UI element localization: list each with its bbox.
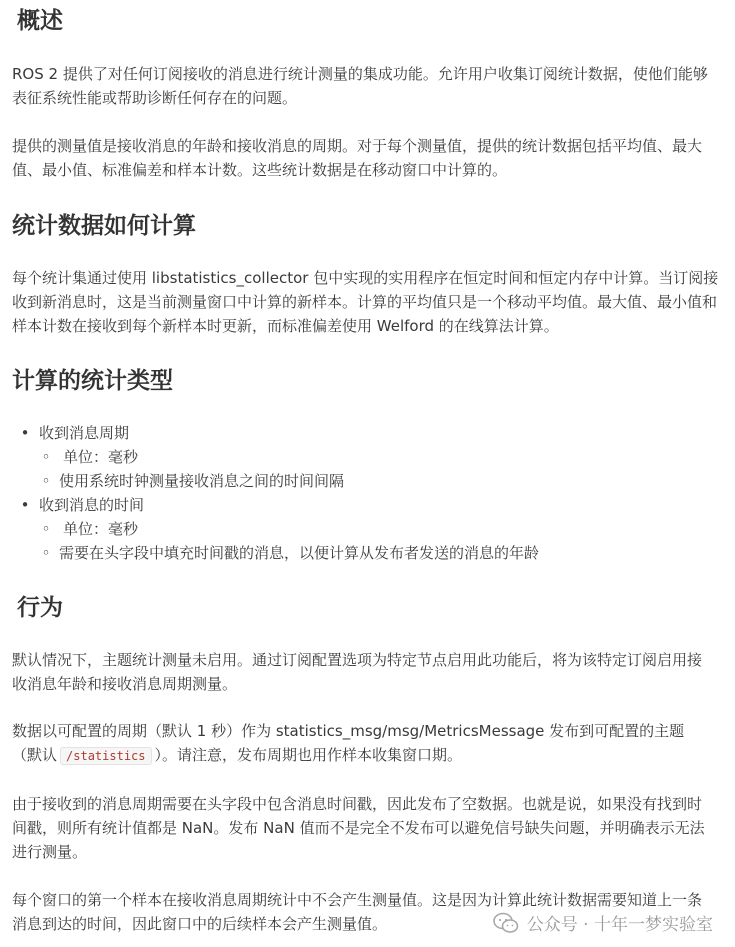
sub-bullet: ◦ (41, 544, 51, 562)
sub-list-item (39, 469, 712, 493)
heading-stat-types: 计算的统计类型 (12, 368, 173, 394)
how-paragraph-1: 每个统计集通过使用 libstatistics_collector 包中实现的实用程序在恒定时间和恒定内存中计算。当订阅接收到新消息时，这是当前测量窗口中计算的新样本。计算的平均值只是一个移动平均值。最大值、最小值和样本计数在接收到每个新样本时更新，而标准偏差使用 Welford 的在线算法计算。 (12, 269, 719, 335)
heading-behavior: 行为 (17, 595, 63, 621)
list-item-label: 收到消息周期 (39, 424, 130, 442)
stat-types-list (12, 421, 712, 565)
behavior-paragraph-4: 每个窗口的第一个样本在接收消息周期统计中不会产生测量值。这是因为计算此统计数据需要知道上一条消息到达的时间，因此窗口中的后续样本会产生测量值。 (12, 891, 703, 933)
statistics-topic-code: /statistics (60, 747, 151, 765)
bullet: • (20, 496, 30, 514)
sub-bullet: ◦ (41, 472, 51, 490)
behavior-p2-text-before: 数据以可配置的周期（默认 1 秒）作为 statistics_msg/msg/MetricsMessage 发布到可配置的主题（默认 (12, 722, 685, 764)
sub-list-item-text: 单位：毫秒 (63, 520, 139, 538)
behavior-paragraph-2 (12, 719, 712, 768)
sub-list (39, 445, 712, 493)
behavior-paragraph-1: 默认情况下，主题统计测量未启用。通过订阅配置选项为特定节点启用此功能后，将为该特定订阅启用接收消息年龄和接收消息周期测量。 (12, 651, 703, 693)
behavior-p2-text-after: ）。请注意，发布周期也用作样本收集窗口期。 (154, 746, 463, 764)
heading-overview: 概述 (17, 8, 63, 34)
sub-list-item (39, 445, 712, 469)
list-item-label: 收到消息的时间 (39, 496, 145, 514)
heading-how-computed: 统计数据如何计算 (12, 213, 196, 239)
wechat-icon (493, 912, 519, 934)
watermark-text: 公众号 · 十年一梦实验室 (526, 915, 713, 935)
wechat-watermark (493, 910, 713, 935)
sub-list-item (39, 541, 712, 565)
behavior-paragraph-3: 由于接收到的消息周期需要在头字段中包含消息时间戳，因此发布了空数据。也就是说，如果没有找到时间戳，则所有统计值都是 NaN。发布 NaN 值而不是完全不发布可以避免信号缺失问题，并明确表示无法进行测量。 (12, 795, 705, 861)
sub-bullet: ◦ (41, 448, 51, 466)
list-item (12, 421, 712, 493)
sub-bullet: ◦ (41, 520, 51, 538)
sub-list-item-text: 使用系统时钟测量接收消息之间的时间间隔 (59, 472, 345, 490)
bullet: • (20, 424, 30, 442)
overview-paragraph-2: 提供的测量值是接收消息的年龄和接收消息的周期。对于每个测量值，提供的统计数据包括平均值、最大值、最小值、标准偏差和样本计数。这些统计数据是在移动窗口中计算的。 (12, 137, 703, 179)
sub-list (39, 517, 712, 565)
list-item (12, 493, 712, 565)
sub-list-item-text: 单位：毫秒 (63, 448, 139, 466)
sub-list-item-text: 需要在头字段中填充时间戳的消息，以便计算从发布者发送的消息的年龄 (59, 544, 540, 562)
overview-paragraph-1: ROS 2 提供了对任何订阅接收的消息进行统计测量的集成功能。允许用户收集订阅统计数据，使他们能够表征系统性能或帮助诊断任何存在的问题。 (12, 65, 708, 107)
sub-list-item (39, 517, 712, 541)
